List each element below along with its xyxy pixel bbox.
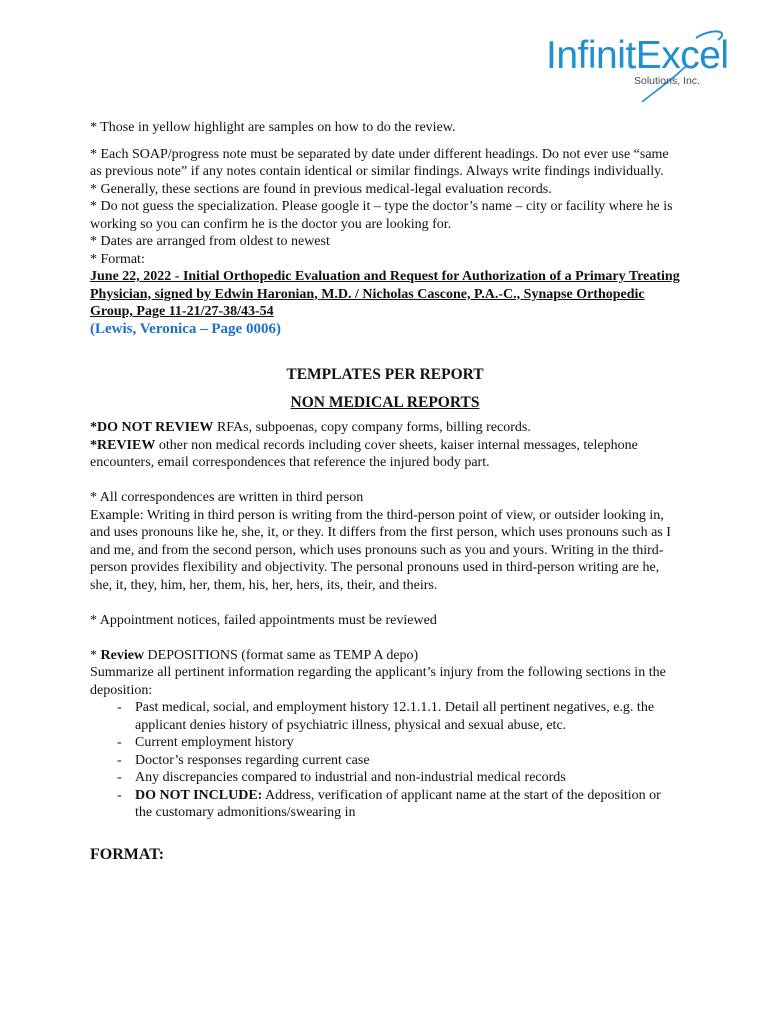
do-not-include-text: Address, verification of applicant name at the start of the deposition or the customary admonitions/swearing in bbox=[135, 787, 661, 820]
format-label: * Format: bbox=[90, 251, 145, 267]
format-example-heading: June 22, 2022 - Initial Orthopedic Evaluation and Request for Authorization of a Primary Treating Physician, signed by Edwin Haronian, M.D. / Nicholas Cascone, P.A.-C., Synapse Orthopedic Group, Page 11-21/27-38/43-54 bbox=[90, 269, 680, 319]
highlight-note: * Those in yellow highlight are samples on how to do the review. bbox=[90, 120, 456, 135]
appointments-note: * Appointment notices, failed appointments must be reviewed bbox=[90, 612, 437, 628]
list-item: - Any discrepancies compared to industrial and non-industrial medical records bbox=[117, 769, 680, 787]
company-logo bbox=[546, 26, 746, 106]
format-example-citation: (Lewis, Veronica – Page 0006) bbox=[90, 320, 281, 337]
format-heading: FORMAT: bbox=[90, 845, 165, 863]
soap-note-instruction bbox=[90, 146, 680, 181]
list-item: - Doctor’s responses regarding current case bbox=[117, 752, 680, 770]
list-item-do-not-include bbox=[117, 787, 680, 822]
soap-note-prefix: * Each SOAP/progress note bbox=[90, 146, 247, 162]
list-item: - Current employment history bbox=[117, 734, 680, 752]
review-label: *REVIEW bbox=[90, 437, 156, 453]
specialization-note: * Do not guess the specialization. Please google it – type the doctor’s name – city or facility where he is working so you can confirm he is the doctor you are looking for. bbox=[90, 199, 673, 232]
third-person-example: Example: Writing in third person is writing from the third-person point of view, or outsider looking in, and uses pronouns like he, she, it, or they. It differs from the first person, which uses pronouns such as I and me, and from the second person, which uses pronouns such as you and yours. Writing in the third-person provides flexibility and objectivity. The personal pronouns used in third-person writing are he, she, it, they, him, her, them, his, her, hers, its, their, and theirs. bbox=[90, 507, 671, 593]
logo-subtitle: Solutions, Inc. bbox=[634, 75, 700, 87]
do-not-review-text: RFAs, subpoenas, copy company forms, billing records. bbox=[213, 420, 531, 435]
list-item: - Past medical, social, and employment history 12.1.1.1. Detail all pertinent negatives, e.g. the applicant denies history of psychiatric illness, physical and sexual abuse, etc. bbox=[117, 699, 680, 734]
depositions-review-text: DEPOSITIONS (format same as TEMP A depo) bbox=[144, 647, 419, 663]
review-line bbox=[90, 437, 680, 472]
depositions-star: * bbox=[90, 647, 101, 663]
review-text: other non medical records including cover sheets, kaiser internal messages, telephone encounters, email correspondences that reference the injured body part. bbox=[90, 437, 638, 470]
do-not-review-line bbox=[90, 419, 680, 437]
dates-note: * Dates are arranged from oldest to newest bbox=[90, 234, 330, 249]
depositions-summary: Summarize all pertinent information regarding the applicant’s injury from the following sections in the deposition: bbox=[90, 665, 666, 698]
logo-wordmark: InfinitExcel bbox=[546, 34, 729, 77]
do-not-review-label: *DO NOT REVIEW bbox=[90, 420, 214, 435]
soap-note-rest: must be separated by date under different headings. Do not ever use “same as previous note” if any notes contain identical or similar findings. Always write findings individually. bbox=[90, 146, 669, 179]
sections-note: * Generally, these sections are found in previous medical-legal evaluation records. bbox=[90, 181, 552, 197]
non-medical-heading: NON MEDICAL REPORTS bbox=[290, 393, 480, 411]
deposition-sections-list bbox=[90, 699, 680, 822]
do-not-include-label: DO NOT INCLUDE: bbox=[135, 787, 263, 803]
templates-heading: TEMPLATES PER REPORT bbox=[286, 366, 484, 383]
document-body bbox=[90, 119, 680, 863]
review-depositions-line bbox=[90, 647, 680, 665]
third-person-note: * All correspondences are written in third person bbox=[90, 490, 364, 505]
depositions-review-label: Review bbox=[100, 647, 145, 663]
